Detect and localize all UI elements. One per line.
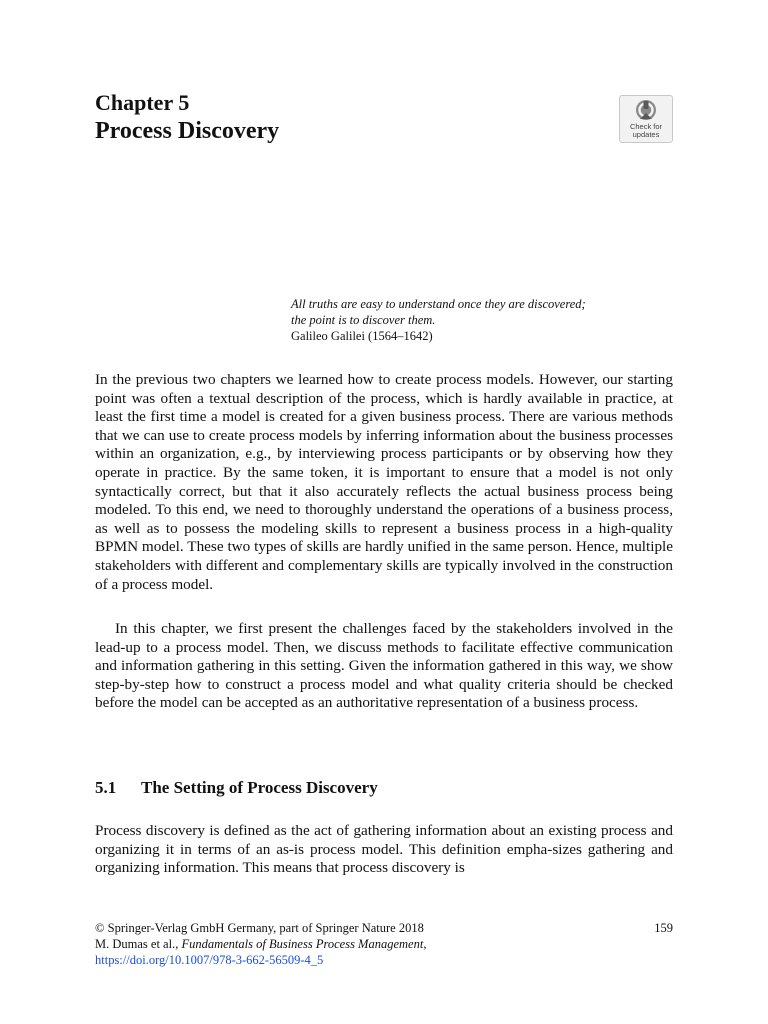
epigraph-attribution: Galileo Galilei (1564–1642): [291, 329, 433, 343]
footer: [95, 920, 673, 968]
footer-citation: [95, 936, 673, 952]
footer-copyright: © Springer-Verlag GmbH Germany, part of Springer Nature 2018: [95, 921, 424, 935]
page-number: 159: [654, 921, 673, 935]
badge-text-line2: updates: [632, 130, 660, 139]
badge-text-line1: Check for: [629, 122, 663, 131]
chapter-label: Chapter 5: [95, 90, 190, 115]
intro-paragraph-1: In the previous two chapters we learned how to create process models. However, our starting point was often a textual description of the process, which is hardly available in practice, at least the first time a model is created for a given business process. There are various methods that we can use to create process models by inferring information about the business processes within an organization, e.g., by interviewing process participants or by observing how they operate in practice. By the same token, it is important to ensure that a model is not only syntactically correct, but that it also accurately reflects the actual business process being modeled. To this end, we need to thoroughly understand the operations of a business process, as well as to possess the modeling skills to represent a business process in a high-quality BPMN model. These two types of skills are hardly unified in the same person. Hence, multiple stakeholders with different and complementary skills are typically involved in the construction of a process model.: [95, 371, 673, 593]
section-paragraph: Process discovery is defined as the act of gathering information about an existing process and organizing it in terms of an as-is process model. This definition empha-sizes gathering and organizing information. This means that process discovery is: [95, 822, 673, 877]
check-for-updates-badge[interactable]: [619, 95, 673, 143]
footer-authors: M. Dumas et al.,: [95, 937, 182, 951]
footer-doi-link[interactable]: https://doi.org/10.1007/978-3-662-56509-4_5: [95, 953, 324, 967]
epigraph: [291, 296, 711, 344]
epigraph-quote-line1: All truths are easy to understand once they are discovered;: [291, 297, 586, 311]
check-for-updates-icon: [633, 99, 659, 123]
footer-book-title: Fundamentals of Business Process Management: [181, 937, 424, 951]
section-number: 5.1: [95, 778, 117, 797]
intro-paragraph-2: In this chapter, we first present the challenges faced by the stakeholders involved in the lead-up to a process model. Then, we discuss methods to facilitate effective communication and information gathering in this setting. Given the information gathered in this way, we show step-by-step how to construct a process model and what quality criteria should be checked before the model can be accepted as an authoritative representation of a business process.: [95, 620, 673, 712]
section-heading: [95, 777, 378, 799]
footer-book-suffix: ,: [423, 937, 427, 951]
chapter-title: Process Discovery: [95, 118, 280, 144]
section-title: The Setting of Process Discovery: [141, 778, 378, 797]
epigraph-quote-line2: the point is to discover them.: [291, 313, 436, 327]
